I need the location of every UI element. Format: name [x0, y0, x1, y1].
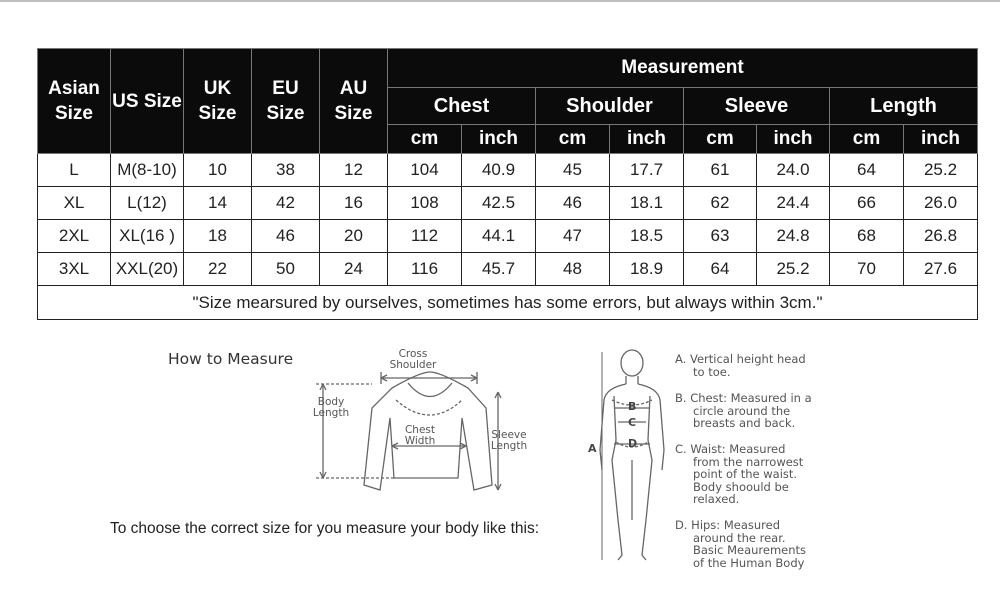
legend-c-line-2: from the narrowest	[693, 454, 804, 469]
legend-a-line-1: A. Vertical height head	[675, 352, 806, 366]
table-cell: 25.2	[904, 154, 978, 187]
table-cell: 46	[536, 187, 610, 220]
legend-b-line-1: B. Chest: Measured in a	[675, 391, 812, 405]
chest-curve	[396, 400, 462, 415]
body-length-text: Body Length	[312, 396, 350, 419]
sleeve-header: Sleeve	[684, 88, 830, 125]
legend-d-line-3: Basic Meaurements	[693, 543, 807, 557]
table-cell: XL(16 )	[111, 220, 184, 253]
asian-size-header: Asian Size	[38, 49, 111, 154]
legend-d	[675, 519, 835, 569]
measurement-note: "Size mearsured by ourselves, sometimes has some errors, but always within 3cm."	[38, 286, 978, 320]
length-header: Length	[830, 88, 978, 125]
legend-a-line-2: to toe.	[693, 364, 731, 379]
table-cell: 45	[536, 154, 610, 187]
chest-header: Chest	[388, 88, 536, 125]
unit-header: inch	[757, 125, 830, 154]
sleeve-length-label	[484, 430, 534, 452]
table-cell: 63	[684, 220, 757, 253]
legend-c-line-1: C. Waist: Measured	[675, 442, 786, 456]
table-cell: 112	[388, 220, 462, 253]
head-icon	[621, 350, 643, 376]
table-cell: 24.0	[757, 154, 830, 187]
table-cell: 45.7	[462, 253, 536, 286]
table-cell: 104	[388, 154, 462, 187]
table-cell: L	[38, 154, 111, 187]
table-cell: 18.1	[610, 187, 684, 220]
table-cell: 3XL	[38, 253, 111, 286]
unit-header: cm	[830, 125, 904, 154]
chest-width-text: Chest Width	[404, 424, 436, 447]
how-to-measure-title: How to Measure	[168, 350, 294, 368]
table-cell: 27.6	[904, 253, 978, 286]
table-cell: 50	[252, 253, 320, 286]
table-cell: 22	[184, 253, 252, 286]
table-cell: 20	[320, 220, 388, 253]
instruction-text: To choose the correct size for you measure your body like this:	[110, 520, 540, 537]
eu-size-header: EU Size	[252, 49, 320, 154]
table-cell: M(8-10)	[111, 154, 184, 187]
legend-c	[675, 443, 835, 506]
table-cell: 62	[684, 187, 757, 220]
table-cell: 24.4	[757, 187, 830, 220]
table-cell: 68	[830, 220, 904, 253]
table-cell: 2XL	[38, 220, 111, 253]
unit-header: cm	[684, 125, 757, 154]
table-cell: XL	[38, 187, 111, 220]
legend-b-line-2: circle around the	[693, 403, 791, 418]
table-cell: 18.9	[610, 253, 684, 286]
table-cell: 61	[684, 154, 757, 187]
measurement-header: Measurement	[388, 49, 978, 88]
shoulder-header: Shoulder	[536, 88, 684, 125]
table-cell: 17.7	[610, 154, 684, 187]
body-length-label	[306, 397, 356, 419]
table-cell: 42	[252, 187, 320, 220]
table-cell: 48	[536, 253, 610, 286]
table-cell: 38	[252, 154, 320, 187]
table-cell: 10	[184, 154, 252, 187]
table-cell: L(12)	[111, 187, 184, 220]
legend-c-line-4: Body shoould be	[693, 479, 789, 494]
table-cell: 42.5	[462, 187, 536, 220]
unit-header: cm	[536, 125, 610, 154]
table-cell: 12	[320, 154, 388, 187]
table-cell: 18	[184, 220, 252, 253]
sleeve-length-text: Sleeve Length	[490, 429, 528, 452]
cross-shoulder-label	[388, 349, 438, 371]
chest-width-label	[396, 425, 444, 447]
table-cell: 40.9	[462, 154, 536, 187]
unit-header: inch	[904, 125, 978, 154]
uk-size-header: UK Size	[184, 49, 252, 154]
table-cell: 24	[320, 253, 388, 286]
us-size-header: US Size	[111, 49, 184, 154]
legend-d-line-1: D. Hips: Measured	[675, 518, 781, 532]
table-cell: 26.8	[904, 220, 978, 253]
table-cell: 108	[388, 187, 462, 220]
table-cell: 18.5	[610, 220, 684, 253]
table-cell: 46	[252, 220, 320, 253]
table-cell: 25.2	[757, 253, 830, 286]
table-cell: 66	[830, 187, 904, 220]
mark-c: C	[628, 416, 637, 429]
unit-header: inch	[610, 125, 684, 154]
mark-b: B	[628, 400, 637, 413]
legend-d-line-2: around the rear.	[693, 530, 786, 545]
cross-shoulder-text: Cross Shoulder	[389, 348, 437, 371]
table-cell: 26.0	[904, 187, 978, 220]
legend-b	[675, 392, 835, 430]
mark-d: D	[628, 437, 638, 450]
table-cell: 14	[184, 187, 252, 220]
legend-d-line-4: of the Human Body	[693, 555, 805, 570]
mark-a: A	[588, 442, 597, 455]
table-cell: 16	[320, 187, 388, 220]
legend-a	[675, 353, 835, 378]
unit-header: inch	[462, 125, 536, 154]
table-cell: 44.1	[462, 220, 536, 253]
unit-header: cm	[388, 125, 462, 154]
table-cell: 24.8	[757, 220, 830, 253]
table-cell: 70	[830, 253, 904, 286]
human-body-diagram	[600, 350, 664, 560]
table-cell: 64	[830, 154, 904, 187]
legend-c-line-5: relaxed.	[693, 492, 740, 506]
table-cell: 116	[388, 253, 462, 286]
table-cell: XXL(20)	[111, 253, 184, 286]
legend-b-line-3: breasts and back.	[693, 416, 796, 430]
table-cell: 64	[684, 253, 757, 286]
legend-c-line-3: point of the waist.	[693, 467, 798, 481]
au-size-header: AU Size	[320, 49, 388, 154]
table-cell: 47	[536, 220, 610, 253]
shirt-neckline	[408, 383, 452, 397]
